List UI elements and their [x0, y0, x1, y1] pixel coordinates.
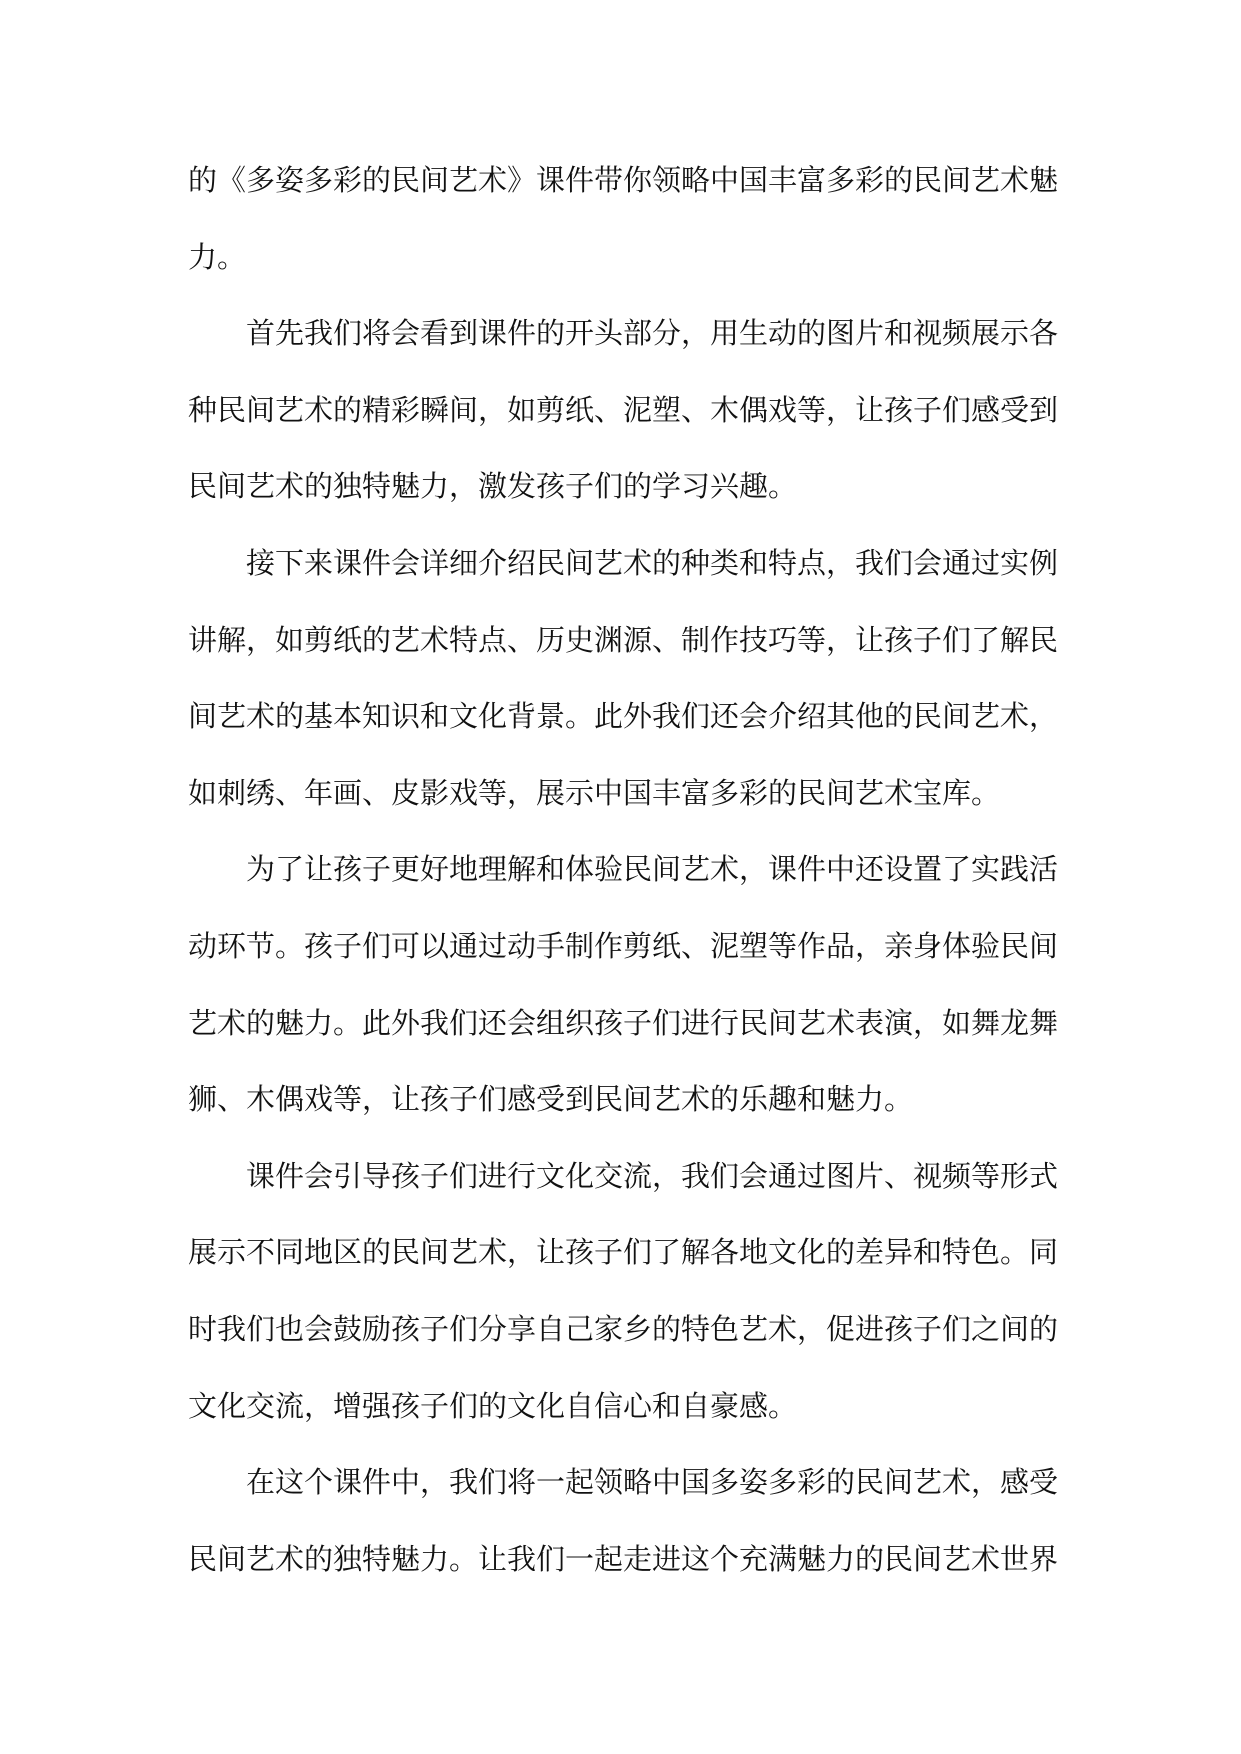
paragraph-continued: 的《多姿多彩的民间艺术》课件带你领略中国丰富多彩的民间艺术魅力。 — [188, 163, 1059, 274]
paragraph: 课件会引导孩子们进行文化交流，我们会通过图片、视频等形式展示不同地区的民间艺术，让孩子们了解各地文化的差异和特色。同时我们也会鼓励孩子们分享自己家乡的特色艺术，促进孩子们之间的文化交流，增强孩子们的文化自信心和自豪感。 — [188, 1158, 1059, 1423]
paragraph: 为了让孩子更好地理解和体验民间艺术，课件中还设置了实践活动环节。孩子们可以通过动手制作剪纸、泥塑等作品，亲身体验民间艺术的魅力。此外我们还会组织孩子们进行民间艺术表演，如舞龙舞狮、木偶戏等，让孩子们感受到民间艺术的乐趣和魅力。 — [188, 852, 1059, 1117]
paragraph: 接下来课件会详细介绍民间艺术的种类和特点，我们会通过实例讲解，如剪纸的艺术特点、历史渊源、制作技巧等，让孩子们了解民间艺术的基本知识和文化背景。此外我们还会介绍其他的民间艺术，如刺绣、年画、皮影戏等，展示中国丰富多彩的民间艺术宝库。 — [188, 545, 1059, 810]
body-text — [188, 142, 1058, 1597]
paragraph: 在这个课件中，我们将一起领略中国多姿多彩的民间艺术，感受民间艺术的独特魅力。让我们一起走进这个充满魅力的民间艺术世界 — [188, 1465, 1059, 1576]
paragraph: 首先我们将会看到课件的开头部分，用生动的图片和视频展示各种民间艺术的精彩瞬间，如剪纸、泥塑、木偶戏等，让孩子们感受到民间艺术的独特魅力，激发孩子们的学习兴趣。 — [188, 316, 1059, 504]
